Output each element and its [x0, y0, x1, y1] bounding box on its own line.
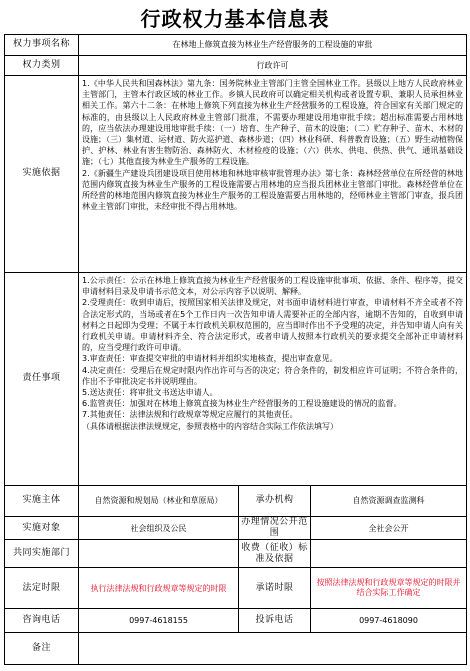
entity-label: 实施主体 [5, 486, 79, 517]
fee-standard-value [311, 540, 467, 568]
basis-content [79, 76, 467, 273]
responsibility-paragraph: 5.送达责任：将审批文书送达申请人。 [82, 388, 218, 398]
page-title: 行政权力基本信息表 [140, 6, 330, 31]
promised-time-value: 按照法律法规和行政规章等规定的时限并结合实际工作确定 [311, 568, 467, 609]
complaint-phone-value: 0997-4618090 [311, 609, 467, 633]
responsibility-paragraph: 7.其他责任：法律法规和行政规章等规定应履行的其他责任。 [82, 410, 298, 420]
joint-value [79, 540, 239, 568]
entity-value: 自然资源和规划局（林业和草原局） [79, 486, 239, 517]
row-power-name [5, 35, 467, 56]
row-remarks [5, 633, 467, 665]
remarks-label: 备注 [5, 633, 79, 665]
fee-standard-label: 收费（征收）标准及依据 [239, 540, 311, 568]
power-type-label: 权力类别 [5, 56, 79, 76]
row-power-type [5, 56, 467, 76]
promised-time-label: 承诺时限 [239, 568, 311, 609]
responsibility-paragraph: 1.公示责任：公示在林地上修筑直接为林业生产经营服务的工程设施审批事项、依据、条件、程序等，提交申请材料目录及申请书示范文本，对公示内容予以说明、解释。 [82, 276, 464, 297]
responsibility-paragraph: 2.受理责任：收到申请后，按照国家相关法律及规定，对书面申请材料进行审查，申请材料不齐全或者不符合法定形式的，当场或者在5个工作日内一次告知申请人需要补正的全部内容，逾期不告知的，自收到申请材料之日起即为受理；不属于本行政机关职权范围的，应当即时作出不予受理的决定，并告知申请人向有关行政机关申请。申请材料齐全、符合法定形式，或者申请人按照本行政机关的要求提交全部补正申请材料的，应当受理行政许可申请。 [82, 298, 464, 353]
responsibility-paragraph: 6.监管责任：加强对在林地上修筑直接为林业生产经营服务的工程设施建设的情况的监督。 [82, 399, 402, 409]
row-phone [5, 609, 467, 633]
disclosure-scope-label: 办理情况公开范围 [239, 517, 311, 540]
row-time-limit [5, 568, 467, 609]
object-label: 实施对象 [5, 517, 79, 540]
basis-paragraph: 2.《新疆生产建设兵团建设项目使用林地和林地审核审批管理办法》第七条：森林经营单位在所经营的林地范围内修筑直接为林业生产服务的工程设施需要占用林地的应当报兵团林业主管部门审批。森林经营单位在所经营的林地范围内修筑直接为林业生产服务的工程设施需要占用林地的，经师林业主管部门审查，报兵团林业主管部门审批，未经审批不得占用林地。 [82, 168, 464, 212]
time-limit-value: 执行法律法规和行政规章等规定的时限 [79, 568, 239, 609]
row-basis [5, 76, 467, 273]
joint-label: 共同实施部门 [5, 540, 79, 568]
disclosure-scope-value: 全社会公开 [311, 517, 467, 540]
basis-label: 实施依据 [5, 76, 79, 273]
remarks-value [79, 633, 467, 665]
responsibility-content [79, 273, 467, 486]
handling-agency-label: 承办机构 [239, 486, 311, 517]
row-object [5, 517, 467, 540]
power-name-value: 在林地上修筑直接为林业生产经营服务的工程设施的审批 [79, 35, 467, 56]
consult-phone-label: 咨询电话 [5, 609, 79, 633]
responsibility-paragraph: 3.审查责任：审查提交审批的申请材料并组织实地核查，提出审查意见。 [82, 354, 338, 364]
responsibility-paragraph: 4.决定责任：受理后在规定时限内作出许可与否的决定；符合条件的，制发相应许可证明；不符合条件的，作出不予审批决定书并说明理由。 [82, 365, 464, 386]
responsibility-paragraph: （具体请根据法律法规规定，参照表格中的内容结合实际工作依法填写） [82, 421, 338, 431]
consult-phone-value: 0997-4618155 [79, 609, 239, 633]
power-name-label: 权力事项名称 [5, 35, 79, 56]
basis-paragraph: 1.《中华人民共和国森林法》第九条：国务院林业主管部门主管全国林业工作。县级以上地方人民政府林业主管部门，主管本行政区域的林业工作。乡镇人民政府可以确定相关机构或者设置专职、兼职人员承担林业相关工作。第六十二条：在林地上修筑下列直接为林业生产经营服务的工程设施，符合国家有关部门规定的标准的，由县级以上人民政府林业主管部门批准，不需要办理建设用地审批手续；超出标准需要占用林地的，应当依法办理建设用地审批手续：（一）培育、生产种子、苗木的设施；（二）贮存种子、苗木、木材的设施；（三）集材道、运材道、防火巡护道、森林步道；（四）林业科研、科普教育设施；（五）野生动植物保护、护林、林业有害生物防治、森林防火、木材检疫的设施；（六）供水、供电、供热、供气、通讯基础设施；（七）其他直接为林业生产服务的工程设施。 [82, 79, 464, 167]
handling-agency-value: 自然资源调查监测科 [311, 486, 467, 517]
info-table [4, 34, 467, 665]
row-joint [5, 540, 467, 568]
complaint-phone-label: 投诉电话 [239, 609, 311, 633]
object-value: 社会组织及公民 [79, 517, 239, 540]
power-type-value: 行政许可 [79, 56, 467, 76]
row-responsibility [5, 273, 467, 486]
responsibility-label: 责任事项 [5, 273, 79, 486]
time-limit-label: 法定时限 [5, 568, 79, 609]
row-entity [5, 486, 467, 517]
